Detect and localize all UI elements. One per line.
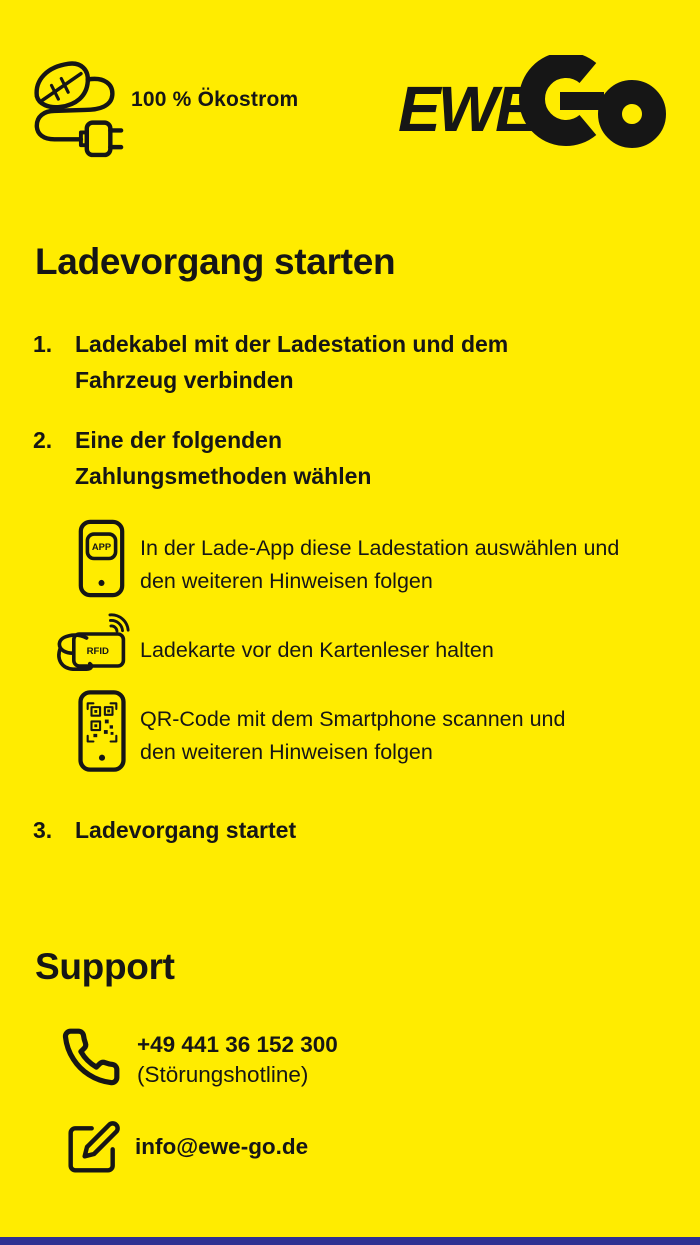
logo-go-text <box>0 0 1 1</box>
step-3-text: Ladevorgang startet <box>75 817 297 843</box>
step-3 <box>33 813 296 849</box>
support-email: info@ewe-go.de <box>135 1134 309 1159</box>
ewe-go-logo <box>398 55 668 153</box>
support-phone-number: +49 441 36 152 300 <box>137 1032 338 1057</box>
app-icon-label: APP <box>91 541 112 553</box>
rfid-card-icon <box>53 611 133 681</box>
step-1-number: 1. <box>33 331 53 357</box>
qr-code-phone-icon <box>77 689 127 773</box>
eco-power-label: 100 % Ökostrom <box>131 88 299 111</box>
step-2-number: 2. <box>33 427 53 453</box>
page-title: Ladevorgang starten <box>35 241 396 282</box>
support-phone-label: (Störungshotline) <box>137 1062 309 1087</box>
step-1 <box>33 327 550 398</box>
step-2 <box>33 423 425 494</box>
phone-handset-icon <box>60 1026 122 1088</box>
logo-ewe-text: EWE <box>398 73 535 145</box>
support-title: Support <box>35 946 175 987</box>
payment-rfid-text: Ladekarte vor den Kartenleser halten <box>140 638 494 662</box>
step-2-text: Eine der folgenden Zahlungsmethoden wählen <box>75 427 372 489</box>
footer-accent-bar <box>0 1237 700 1245</box>
app-phone-icon <box>78 519 125 598</box>
step-3-number: 3. <box>33 817 53 843</box>
payment-app-text: In der Lade-App diese Ladestation auswählen und den weiteren Hinweisen folgen <box>140 536 620 593</box>
edit-note-icon <box>66 1116 122 1178</box>
step-1-text: Ladekabel mit der Ladestation und dem Fahrzeug verbinden <box>75 331 509 393</box>
rfid-icon-label: RFID <box>86 646 109 657</box>
leaf-plug-icon <box>28 50 126 160</box>
payment-qr-text: QR-Code mit dem Smartphone scannen und den weiteren Hinweisen folgen <box>140 707 566 764</box>
